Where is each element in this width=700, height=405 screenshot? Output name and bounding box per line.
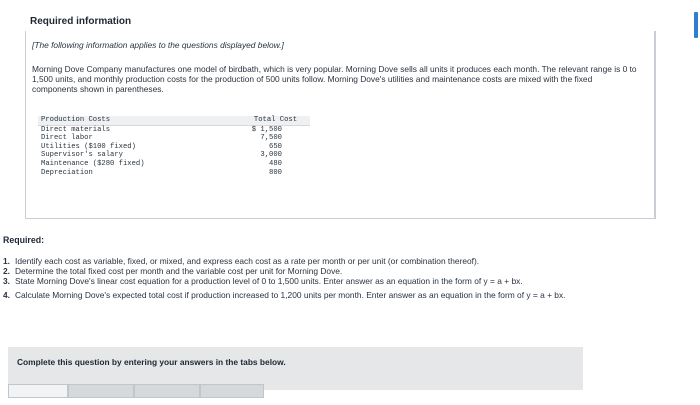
cost-item-value: 480 [269, 159, 282, 168]
list-item [3, 256, 653, 266]
info-note: [The following information applies to the questions displayed below.] [32, 40, 284, 50]
requirement-text: Determine the total fixed cost per month and the variable cost per unit for Morning Dove. [15, 266, 343, 276]
header-total-cost: Total Cost [241, 116, 310, 125]
scroll-indicator[interactable] [694, 12, 698, 38]
cost-item-label: Depreciation [41, 168, 93, 177]
table-row [38, 143, 310, 152]
section-title: Required information [30, 16, 132, 27]
list-item [3, 266, 653, 276]
table-row [38, 151, 310, 160]
tab-required-4[interactable] [200, 384, 264, 398]
problem-description: Morning Dove Company manufactures one model of birdbath, which is very popular. Morning Dove sells all units it produces each month. The relevant range is 0 to 1,500 units, and monthly production costs for the production of 500 units follow. Morning Dove's utilities and maintenance costs are mixed with the fixed components shown in parentheses. [32, 64, 637, 95]
requirement-number: 3. [3, 276, 10, 286]
cost-item-value: 650 [269, 142, 282, 151]
required-heading: Required: [3, 235, 45, 245]
production-cost-table [38, 116, 310, 177]
tab-required-2[interactable] [68, 384, 134, 398]
table-header-row [38, 116, 310, 125]
tab-required-1[interactable] [8, 384, 68, 398]
header-production-costs: Production Costs [38, 116, 241, 125]
requirement-number: 2. [3, 266, 10, 276]
cost-item-value: $ 1,500 [251, 125, 282, 134]
cost-item-value: 800 [269, 168, 282, 177]
list-item [3, 290, 653, 300]
cost-item-label: Direct materials [41, 125, 111, 134]
cost-item-value: 3,000 [260, 151, 282, 160]
cost-item-value: 7,500 [260, 134, 282, 143]
cost-item-label: Utilities ($100 fixed) [41, 142, 136, 151]
table-row [38, 125, 310, 134]
tab-required-3[interactable] [134, 384, 200, 398]
instruction-text: Complete this question by entering your answers in the tabs below. [17, 357, 286, 367]
cost-item-label: Supervisor's salary [41, 151, 123, 160]
cost-item-label: Direct labor [41, 134, 93, 143]
requirement-text: State Morning Dove's linear cost equation for a production level of 0 to 1,500 units. Enter answer as an equation in the form of y = a + bx. [15, 276, 523, 286]
requirement-text: Calculate Morning Dove's expected total cost if production increased to 1,200 units per month. Enter answer as an equation in the form of y = a + bx. [15, 290, 566, 300]
table-row [38, 160, 310, 169]
requirements-list [3, 256, 653, 300]
list-item [3, 276, 653, 286]
table-row [38, 169, 310, 178]
cost-item-label: Maintenance ($280 fixed) [41, 159, 145, 168]
requirement-text: Identify each cost as variable, fixed, or mixed, and express each cost as a rate per month or per unit (or combination thereof). [15, 256, 480, 266]
requirement-number: 4. [3, 290, 10, 300]
table-row [38, 134, 310, 143]
requirement-number: 1. [3, 256, 10, 266]
